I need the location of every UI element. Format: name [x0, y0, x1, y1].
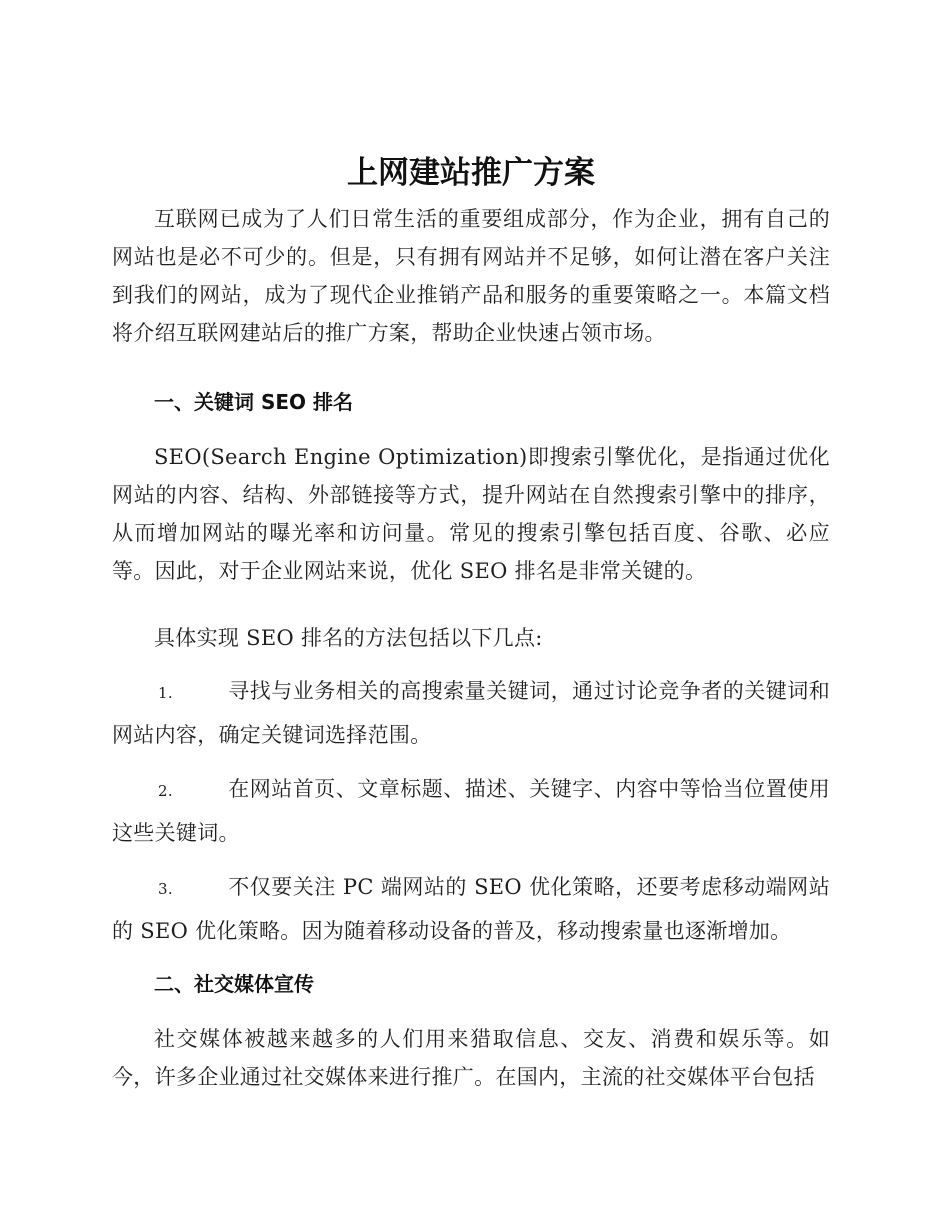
intro-paragraph: 互联网已成为了人们日常生活的重要组成部分，作为企业，拥有自己的网站也是必不可少的。但是，只有拥有网站并不足够，如何让潜在客户关注到我们的网站，成为了现代企业推销产品和服务的重要策略之一。本篇文档将介绍互联网建站后的推广方案，帮助企业快速占领市场。 [112, 207, 830, 345]
section-heading-seo: 一、关键词 SEO 排名 [154, 390, 353, 414]
list-item [112, 768, 830, 854]
list-item [112, 670, 830, 756]
document-title: 上网建站推广方案 [347, 155, 595, 191]
list-item [112, 866, 830, 952]
list-text: 在网站首页、文章标题、描述、关键字、内容中等恰当位置使用这些关键词。 [112, 777, 830, 845]
social-media-paragraph: 社交媒体被越来越多的人们用来猎取信息、交友、消费和娱乐等。如今，许多企业通过社交媒体来进行推广。在国内，主流的社交媒体平台包括 [112, 1027, 830, 1089]
list-number: 3. [158, 880, 173, 898]
seo-description-paragraph: SEO(Search Engine Optimization)即搜索引擎优化，是指通过优化网站的内容、结构、外部链接等方式，提升网站在自然搜索引擎中的排序，从而增加网站的曝光率和访问量。常见的搜索引擎包括百度、谷歌、必应等。因此，对于企业网站来说，优化 SEO 排名是非常关键的。 [112, 445, 830, 583]
list-number: 2. [158, 782, 173, 800]
list-text: 寻找与业务相关的高搜索量关键词，通过讨论竞争者的关键词和网站内容，确定关键词选择范围。 [112, 679, 830, 747]
section-heading-social: 二、社交媒体宣传 [154, 972, 314, 996]
seo-methods-intro: 具体实现 SEO 排名的方法包括以下几点: [154, 626, 543, 650]
list-number: 1. [158, 684, 173, 702]
list-text: 不仅要关注 PC 端网站的 SEO 优化策略，还要考虑移动端网站的 SEO 优化策略。因为随着移动设备的普及，移动搜索量也逐渐增加。 [112, 875, 830, 943]
